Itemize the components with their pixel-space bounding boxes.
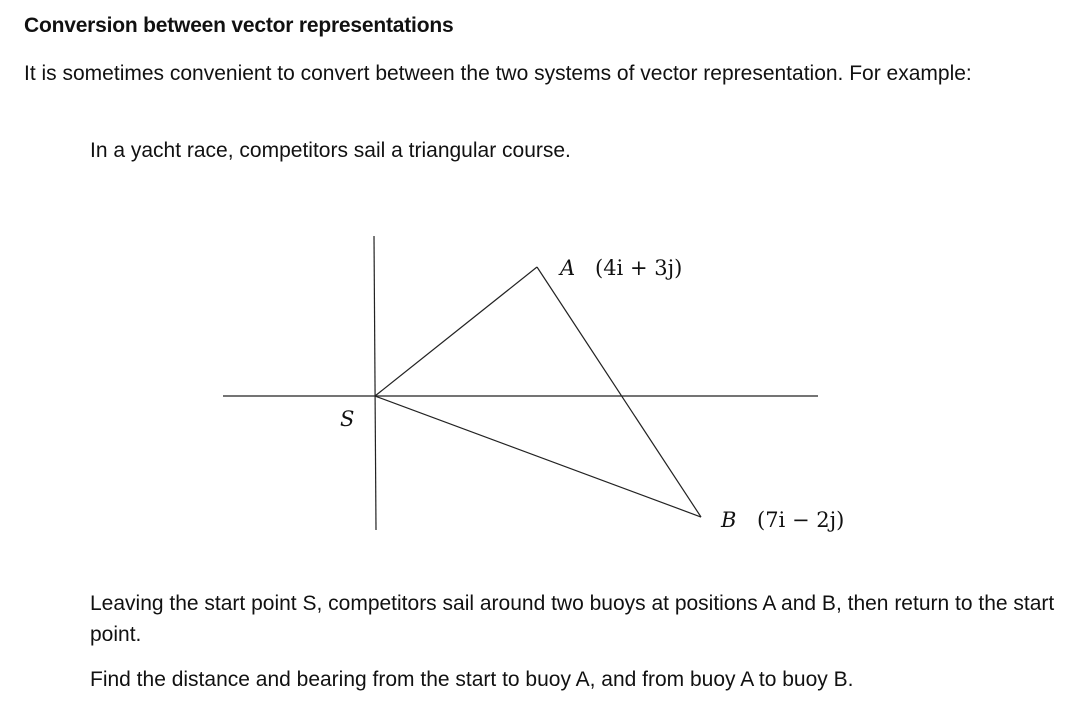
intro-paragraph: It is sometimes convenient to convert between the two systems of vector representation. For example:: [24, 62, 972, 85]
point-a-label: A: [560, 256, 576, 280]
leg-a-to-b: [537, 267, 701, 517]
start-label: S: [340, 407, 355, 431]
section-heading: Conversion between vector representations: [24, 14, 454, 37]
description-paragraph: Leaving the start point S, competitors sail around two buoys at positions A and B, then return to the start point.: [90, 592, 1055, 646]
point-b-vector: (7i − 2j): [757, 508, 845, 532]
leg-b-to-s: [375, 396, 701, 517]
leg-s-to-a: [375, 267, 537, 396]
point-b-label: B: [721, 508, 737, 532]
lead-sentence: In a yacht race, competitors sail a triangular course.: [90, 139, 571, 162]
vertical-axis: [374, 236, 376, 530]
task-paragraph: Find the distance and bearing from the start to buoy A, and from buoy A to buoy B.: [90, 668, 854, 691]
point-a-vector: (4i + 3j): [595, 256, 683, 280]
